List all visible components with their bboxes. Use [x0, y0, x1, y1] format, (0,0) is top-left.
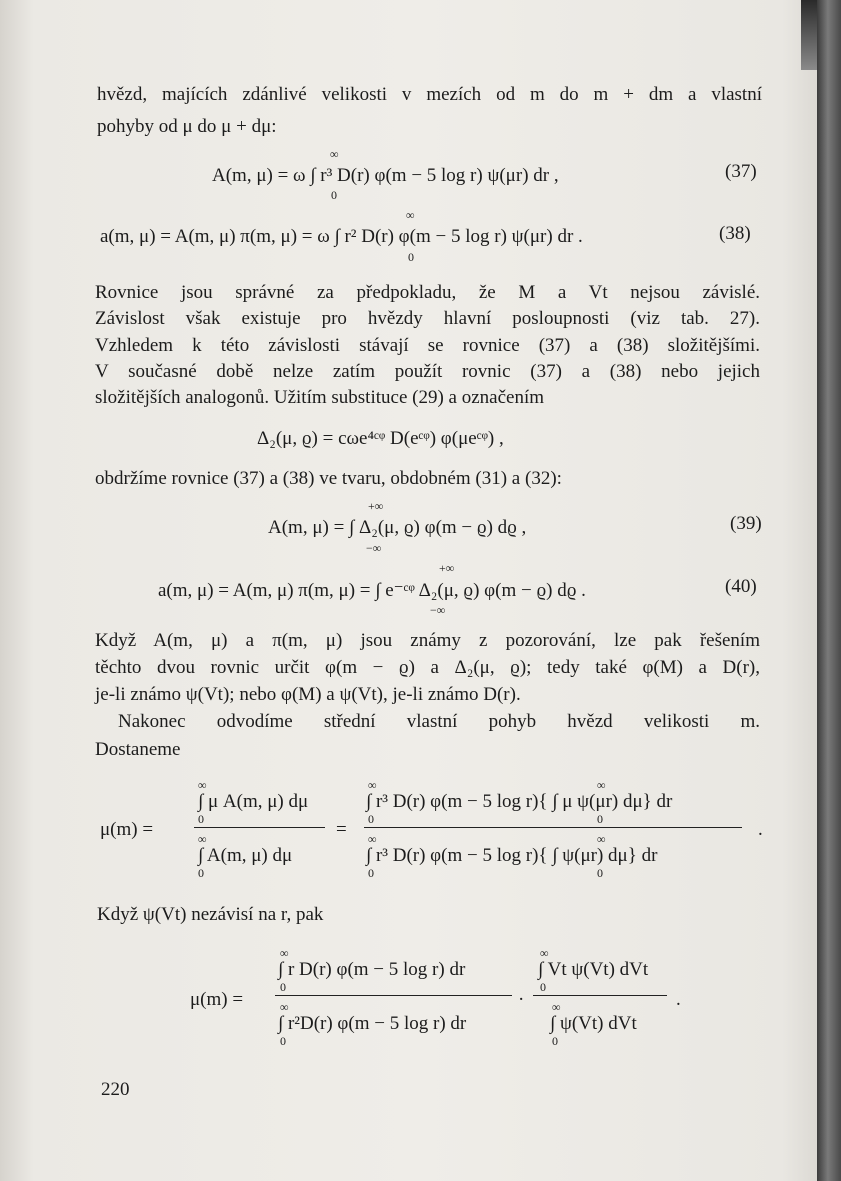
fraction-bar — [275, 995, 512, 996]
equation-delta: Δ₂(μ, ϱ) = cωe⁴ᶜᵠ D(eᶜᵠ) φ(μeᶜᵠ) , — [257, 428, 504, 449]
integral-upper-limit: ∞ — [280, 946, 289, 960]
equation-numerator: ∫ r D(r) φ(m − 5 log r) dr — [278, 959, 466, 980]
text-line: Nakonec odvodíme střední vlastní pohyb hvězd velikosti m. — [118, 711, 760, 732]
integral-upper-limit: ∞ — [198, 832, 207, 846]
equation-denominator: ∫ r³ D(r) φ(m − 5 log r){ ∫ ψ(μr) dμ} dr — [366, 845, 658, 866]
equation-39: A(m, μ) = ∫ Δ₂(μ, ϱ) φ(m − ϱ) dϱ , — [268, 517, 527, 538]
text-line: pohyby od μ do μ + dμ: — [97, 116, 277, 137]
equation-number: (39) — [730, 513, 762, 534]
multiply-dot: · — [518, 989, 525, 1010]
text-line: V současné době nelze zatím použít rovnic (37) a (38) nebo jejich — [95, 361, 760, 382]
integral-lower-limit: 0 — [368, 866, 374, 880]
integral-lower-limit: 0 — [280, 980, 286, 994]
equation-mu-lhs: μ(m) = — [190, 989, 244, 1010]
integral-upper-limit: ∞ — [280, 1000, 289, 1014]
integral-lower-limit: 0 — [540, 980, 546, 994]
text-line: Závislost však existuje pro hvězdy hlavní posloupnosti (viz tab. 27). — [95, 308, 760, 329]
equation-numerator: ∫ μ A(m, μ) dμ — [198, 791, 309, 812]
period: . — [676, 989, 681, 1010]
integral-lower-limit: 0 — [597, 812, 603, 826]
text-line: Když ψ(Vt) nezávisí na r, pak — [97, 904, 324, 925]
text-line: Dostaneme — [95, 739, 181, 760]
equation-denominator: ∫ r²D(r) φ(m − 5 log r) dr — [278, 1013, 467, 1034]
integral-lower-limit: −∞ — [366, 541, 382, 555]
fraction-bar — [533, 995, 667, 996]
equation-37: A(m, μ) = ω ∫ r³ D(r) φ(m − 5 log r) ψ(μr) dr , — [212, 165, 559, 186]
text-line: Vzhledem k této závislosti stávají se rovnice (37) a (38) složitějšími. — [95, 335, 760, 356]
integral-lower-limit: 0 — [198, 812, 204, 826]
equation-denominator: ∫ ψ(Vt) dVt — [550, 1013, 637, 1034]
integral-lower-limit: −∞ — [430, 603, 446, 617]
period: . — [758, 819, 763, 840]
equation-numerator: ∫ Vt ψ(Vt) dVt — [538, 959, 649, 980]
fraction-bar — [194, 827, 325, 828]
integral-upper-limit: +∞ — [368, 499, 384, 513]
integral-lower-limit: 0 — [280, 1034, 286, 1048]
equation-number: (38) — [719, 223, 751, 244]
integral-upper-limit: ∞ — [330, 147, 339, 161]
page-number: 220 — [101, 1079, 130, 1100]
page-edge-shadow — [817, 0, 841, 1181]
fraction-bar — [364, 827, 742, 828]
equation-40: a(m, μ) = A(m, μ) π(m, μ) = ∫ e⁻ᶜᵠ Δ₂(μ, ϱ) φ(m − ϱ) dϱ . — [158, 580, 586, 601]
equation-38: a(m, μ) = A(m, μ) π(m, μ) = ω ∫ r² D(r) φ(m − 5 log r) ψ(μr) dr . — [100, 226, 583, 247]
equals-sign: = — [336, 819, 347, 840]
integral-upper-limit: ∞ — [406, 208, 415, 222]
integral-upper-limit: ∞ — [540, 946, 549, 960]
integral-upper-limit: ∞ — [552, 1000, 561, 1014]
text-line: hvězd, majících zdánlivé velikosti v mezích od m do m + dm a vlastní — [97, 84, 762, 105]
integral-upper-limit: ∞ — [597, 778, 606, 792]
integral-upper-limit: ∞ — [368, 778, 377, 792]
integral-upper-limit: ∞ — [368, 832, 377, 846]
text-line: obdržíme rovnice (37) a (38) ve tvaru, obdobném (31) a (32): — [95, 468, 562, 489]
equation-mu-lhs: μ(m) = — [100, 819, 154, 840]
text-line: je-li známo ψ(Vt); nebo φ(M) a ψ(Vt), je-li známo D(r). — [95, 684, 521, 705]
integral-lower-limit: 0 — [331, 188, 337, 202]
equation-denominator: ∫ A(m, μ) dμ — [198, 845, 293, 866]
equation-numerator: ∫ r³ D(r) φ(m − 5 log r){ ∫ μ ψ(μr) dμ} dr — [366, 791, 673, 812]
text-line: těchto dvou rovnic určit φ(m − ϱ) a Δ₂(μ, ϱ); tedy také φ(M) a D(r), — [95, 657, 760, 678]
equation-number: (40) — [725, 576, 757, 597]
text-line: Když A(m, μ) a π(m, μ) jsou známy z pozorování, lze pak řešením — [95, 630, 760, 651]
integral-lower-limit: 0 — [198, 866, 204, 880]
integral-upper-limit: ∞ — [597, 832, 606, 846]
integral-upper-limit: +∞ — [439, 561, 455, 575]
integral-lower-limit: 0 — [552, 1034, 558, 1048]
integral-lower-limit: 0 — [368, 812, 374, 826]
integral-lower-limit: 0 — [408, 250, 414, 264]
integral-upper-limit: ∞ — [198, 778, 207, 792]
integral-lower-limit: 0 — [597, 866, 603, 880]
equation-number: (37) — [725, 161, 757, 182]
text-line: Rovnice jsou správné za předpokladu, že M a Vt nejsou závislé. — [95, 282, 760, 303]
text-line: složitějších analogonů. Užitím substituce (29) a označením — [95, 387, 545, 408]
